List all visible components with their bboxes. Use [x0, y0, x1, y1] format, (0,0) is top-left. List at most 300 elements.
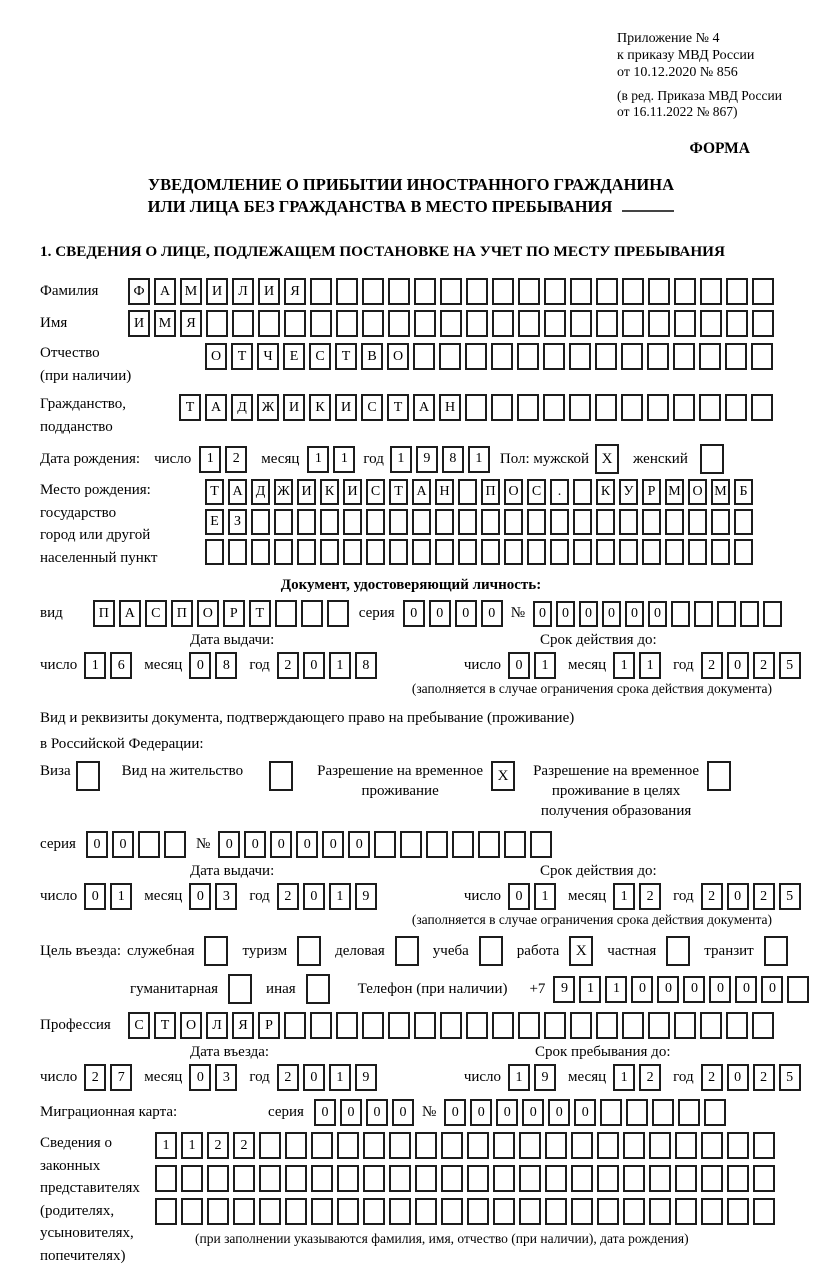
char-box[interactable] — [518, 1012, 540, 1039]
char-box[interactable] — [711, 509, 730, 535]
char-box[interactable] — [435, 539, 454, 565]
char-box[interactable]: 0 — [574, 1099, 596, 1126]
char-box[interactable] — [530, 831, 552, 858]
char-box[interactable] — [389, 539, 408, 565]
char-box[interactable] — [727, 1165, 749, 1192]
char-box[interactable]: С — [128, 1012, 150, 1039]
char-box[interactable] — [164, 831, 186, 858]
char-box[interactable]: В — [361, 343, 383, 370]
char-box[interactable]: 0 — [579, 601, 598, 627]
char-box[interactable] — [363, 1198, 385, 1225]
char-box[interactable] — [481, 539, 500, 565]
char-box[interactable]: 0 — [727, 1064, 749, 1091]
char-box[interactable]: 0 — [761, 976, 783, 1003]
char-box[interactable] — [337, 1132, 359, 1159]
char-box[interactable]: 7 — [110, 1064, 132, 1091]
char-box[interactable]: 1 — [155, 1132, 177, 1159]
char-box[interactable] — [492, 278, 514, 305]
char-box[interactable]: 6 — [110, 652, 132, 679]
char-box[interactable] — [597, 1198, 619, 1225]
char-box[interactable]: 0 — [296, 831, 318, 858]
char-box[interactable] — [752, 278, 774, 305]
char-box[interactable]: 1 — [329, 652, 351, 679]
char-box[interactable] — [155, 1165, 177, 1192]
char-box[interactable] — [458, 479, 477, 505]
char-box[interactable] — [155, 1198, 177, 1225]
char-box[interactable] — [619, 509, 638, 535]
char-box[interactable] — [665, 539, 684, 565]
char-box[interactable] — [311, 1132, 333, 1159]
char-box[interactable] — [642, 509, 661, 535]
char-box[interactable]: 0 — [533, 601, 552, 627]
char-box[interactable]: 1 — [110, 883, 132, 910]
char-box[interactable]: 0 — [522, 1099, 544, 1126]
char-box[interactable]: О — [197, 600, 219, 627]
char-box[interactable] — [206, 310, 228, 337]
char-box[interactable] — [492, 1012, 514, 1039]
char-box[interactable] — [596, 1012, 618, 1039]
char-box[interactable]: Б — [734, 479, 753, 505]
char-box[interactable] — [389, 1165, 411, 1192]
char-box[interactable]: А — [228, 479, 247, 505]
char-box[interactable] — [647, 343, 669, 370]
char-box[interactable]: 9 — [534, 1064, 556, 1091]
char-box[interactable] — [649, 1198, 671, 1225]
char-box[interactable]: 0 — [314, 1099, 336, 1126]
char-box[interactable]: 5 — [779, 883, 801, 910]
char-box[interactable]: О — [387, 343, 409, 370]
char-box[interactable]: 2 — [753, 652, 775, 679]
char-box[interactable] — [441, 1165, 463, 1192]
char-box[interactable] — [649, 1132, 671, 1159]
char-box[interactable] — [311, 1165, 333, 1192]
char-box[interactable]: 1 — [199, 446, 221, 473]
char-box[interactable]: 1 — [579, 976, 601, 1003]
char-box[interactable] — [284, 1012, 306, 1039]
char-box[interactable] — [571, 1198, 593, 1225]
char-box[interactable]: Н — [439, 394, 461, 421]
char-box[interactable] — [570, 278, 592, 305]
char-box[interactable] — [362, 278, 384, 305]
char-box[interactable] — [597, 1132, 619, 1159]
char-box[interactable] — [700, 1012, 722, 1039]
char-box[interactable]: П — [93, 600, 115, 627]
char-box[interactable] — [678, 1099, 700, 1126]
char-box[interactable] — [232, 310, 254, 337]
char-box[interactable] — [207, 1198, 229, 1225]
char-box[interactable] — [415, 1132, 437, 1159]
char-box[interactable] — [311, 1198, 333, 1225]
residence-permit-checkbox[interactable] — [269, 761, 293, 791]
char-box[interactable] — [301, 600, 323, 627]
char-box[interactable]: 0 — [303, 883, 325, 910]
char-box[interactable]: 9 — [416, 446, 438, 473]
char-box[interactable] — [727, 1198, 749, 1225]
char-box[interactable]: Я — [180, 310, 202, 337]
char-box[interactable]: А — [413, 394, 435, 421]
char-box[interactable] — [388, 310, 410, 337]
char-box[interactable]: Ж — [257, 394, 279, 421]
purpose-official-checkbox[interactable] — [204, 936, 228, 966]
char-box[interactable] — [711, 539, 730, 565]
char-box[interactable] — [621, 343, 643, 370]
char-box[interactable] — [467, 1198, 489, 1225]
char-box[interactable] — [597, 1165, 619, 1192]
char-box[interactable] — [284, 310, 306, 337]
char-box[interactable] — [274, 509, 293, 535]
char-box[interactable]: 0 — [112, 831, 134, 858]
char-box[interactable]: 0 — [189, 652, 211, 679]
char-box[interactable]: 0 — [189, 1064, 211, 1091]
char-box[interactable] — [310, 278, 332, 305]
char-box[interactable] — [259, 1198, 281, 1225]
char-box[interactable]: 0 — [625, 601, 644, 627]
char-box[interactable] — [504, 539, 523, 565]
char-box[interactable]: 3 — [215, 1064, 237, 1091]
char-box[interactable] — [389, 509, 408, 535]
char-box[interactable]: Т — [387, 394, 409, 421]
char-box[interactable]: 2 — [639, 883, 661, 910]
char-box[interactable] — [596, 310, 618, 337]
char-box[interactable] — [600, 1099, 622, 1126]
char-box[interactable]: 2 — [277, 883, 299, 910]
char-box[interactable]: С — [527, 479, 546, 505]
char-box[interactable] — [320, 539, 339, 565]
char-box[interactable]: 0 — [648, 601, 667, 627]
char-box[interactable] — [763, 601, 782, 627]
char-box[interactable]: 2 — [207, 1132, 229, 1159]
char-box[interactable]: 1 — [613, 1064, 635, 1091]
char-box[interactable]: А — [412, 479, 431, 505]
char-box[interactable]: 0 — [322, 831, 344, 858]
char-box[interactable]: К — [320, 479, 339, 505]
char-box[interactable] — [259, 1165, 281, 1192]
char-box[interactable] — [752, 310, 774, 337]
char-box[interactable] — [626, 1099, 648, 1126]
char-box[interactable] — [297, 539, 316, 565]
char-box[interactable] — [493, 1198, 515, 1225]
char-box[interactable] — [518, 310, 540, 337]
char-box[interactable] — [518, 278, 540, 305]
char-box[interactable] — [621, 394, 643, 421]
char-box[interactable] — [337, 1198, 359, 1225]
char-box[interactable]: 0 — [86, 831, 108, 858]
char-box[interactable]: Т — [335, 343, 357, 370]
char-box[interactable] — [623, 1198, 645, 1225]
char-box[interactable] — [504, 509, 523, 535]
char-box[interactable] — [596, 278, 618, 305]
char-box[interactable] — [492, 310, 514, 337]
char-box[interactable]: 1 — [534, 883, 556, 910]
char-box[interactable] — [285, 1165, 307, 1192]
char-box[interactable] — [545, 1198, 567, 1225]
char-box[interactable]: А — [205, 394, 227, 421]
char-box[interactable]: 0 — [340, 1099, 362, 1126]
char-box[interactable]: 0 — [631, 976, 653, 1003]
char-box[interactable]: О — [205, 343, 227, 370]
char-box[interactable] — [701, 1132, 723, 1159]
char-box[interactable]: 0 — [392, 1099, 414, 1126]
char-box[interactable]: 5 — [779, 1064, 801, 1091]
char-box[interactable]: И — [297, 479, 316, 505]
char-box[interactable]: 0 — [727, 652, 749, 679]
char-box[interactable] — [701, 1165, 723, 1192]
char-box[interactable] — [466, 310, 488, 337]
char-box[interactable] — [310, 310, 332, 337]
char-box[interactable]: 9 — [553, 976, 575, 1003]
char-box[interactable] — [675, 1198, 697, 1225]
char-box[interactable] — [320, 509, 339, 535]
char-box[interactable] — [452, 831, 474, 858]
char-box[interactable] — [467, 1132, 489, 1159]
char-box[interactable] — [251, 539, 270, 565]
char-box[interactable] — [389, 1198, 411, 1225]
char-box[interactable] — [544, 1012, 566, 1039]
char-box[interactable]: Д — [231, 394, 253, 421]
char-box[interactable]: 5 — [779, 652, 801, 679]
char-box[interactable] — [665, 509, 684, 535]
char-box[interactable]: 0 — [403, 600, 425, 627]
char-box[interactable] — [688, 539, 707, 565]
char-box[interactable]: 2 — [84, 1064, 106, 1091]
char-box[interactable] — [649, 1165, 671, 1192]
char-box[interactable] — [465, 394, 487, 421]
char-box[interactable]: 8 — [442, 446, 464, 473]
char-box[interactable] — [734, 509, 753, 535]
char-box[interactable] — [673, 394, 695, 421]
char-box[interactable] — [465, 343, 487, 370]
char-box[interactable]: С — [366, 479, 385, 505]
char-box[interactable]: 1 — [639, 652, 661, 679]
char-box[interactable]: У — [619, 479, 638, 505]
char-box[interactable]: Я — [284, 278, 306, 305]
char-box[interactable]: А — [154, 278, 176, 305]
char-box[interactable]: З — [228, 509, 247, 535]
char-box[interactable] — [596, 509, 615, 535]
char-box[interactable]: О — [504, 479, 523, 505]
char-box[interactable] — [389, 1132, 411, 1159]
char-box[interactable] — [674, 278, 696, 305]
purpose-tourism-checkbox[interactable] — [297, 936, 321, 966]
char-box[interactable]: Н — [435, 479, 454, 505]
char-box[interactable] — [674, 310, 696, 337]
char-box[interactable] — [527, 509, 546, 535]
char-box[interactable] — [544, 310, 566, 337]
char-box[interactable]: 0 — [218, 831, 240, 858]
char-box[interactable] — [458, 539, 477, 565]
char-box[interactable] — [734, 539, 753, 565]
char-box[interactable]: 0 — [727, 883, 749, 910]
char-box[interactable] — [543, 343, 565, 370]
char-box[interactable]: Р — [258, 1012, 280, 1039]
char-box[interactable] — [647, 394, 669, 421]
char-box[interactable]: И — [206, 278, 228, 305]
char-box[interactable] — [362, 310, 384, 337]
char-box[interactable] — [458, 509, 477, 535]
char-box[interactable] — [327, 600, 349, 627]
char-box[interactable] — [671, 601, 690, 627]
temp-residence-checkbox[interactable]: X — [491, 761, 515, 791]
char-box[interactable]: С — [309, 343, 331, 370]
sex-female-checkbox[interactable] — [700, 444, 724, 474]
char-box[interactable]: М — [711, 479, 730, 505]
char-box[interactable]: 1 — [613, 652, 635, 679]
char-box[interactable]: Я — [232, 1012, 254, 1039]
char-box[interactable] — [343, 509, 362, 535]
char-box[interactable]: 1 — [181, 1132, 203, 1159]
char-box[interactable]: Л — [232, 278, 254, 305]
purpose-other-checkbox[interactable] — [306, 974, 330, 1004]
char-box[interactable]: 2 — [753, 1064, 775, 1091]
char-box[interactable] — [440, 278, 462, 305]
char-box[interactable] — [725, 394, 747, 421]
char-box[interactable]: 0 — [455, 600, 477, 627]
char-box[interactable]: 2 — [701, 652, 723, 679]
char-box[interactable]: И — [283, 394, 305, 421]
char-box[interactable] — [648, 1012, 670, 1039]
char-box[interactable]: 2 — [753, 883, 775, 910]
char-box[interactable]: 8 — [215, 652, 237, 679]
char-box[interactable] — [701, 1198, 723, 1225]
char-box[interactable] — [753, 1165, 775, 1192]
char-box[interactable] — [388, 278, 410, 305]
char-box[interactable] — [717, 601, 736, 627]
char-box[interactable] — [441, 1132, 463, 1159]
char-box[interactable]: И — [128, 310, 150, 337]
char-box[interactable]: 0 — [709, 976, 731, 1003]
char-box[interactable]: 0 — [84, 883, 106, 910]
char-box[interactable] — [233, 1165, 255, 1192]
char-box[interactable] — [467, 1165, 489, 1192]
char-box[interactable] — [550, 509, 569, 535]
char-box[interactable] — [336, 310, 358, 337]
char-box[interactable]: 0 — [244, 831, 266, 858]
char-box[interactable]: М — [665, 479, 684, 505]
char-box[interactable]: П — [481, 479, 500, 505]
char-box[interactable]: 2 — [225, 446, 247, 473]
char-box[interactable]: 1 — [508, 1064, 530, 1091]
char-box[interactable]: 2 — [233, 1132, 255, 1159]
char-box[interactable]: С — [145, 600, 167, 627]
char-box[interactable] — [440, 1012, 462, 1039]
char-box[interactable] — [233, 1198, 255, 1225]
char-box[interactable]: 1 — [468, 446, 490, 473]
char-box[interactable]: И — [335, 394, 357, 421]
char-box[interactable]: Ф — [128, 278, 150, 305]
sex-male-checkbox[interactable]: X — [595, 444, 619, 474]
char-box[interactable]: 1 — [333, 446, 355, 473]
purpose-transit-checkbox[interactable] — [764, 936, 788, 966]
char-box[interactable]: Л — [206, 1012, 228, 1039]
char-box[interactable] — [700, 278, 722, 305]
char-box[interactable] — [673, 343, 695, 370]
visa-checkbox[interactable] — [76, 761, 100, 791]
char-box[interactable] — [726, 278, 748, 305]
char-box[interactable]: 0 — [735, 976, 757, 1003]
char-box[interactable]: К — [309, 394, 331, 421]
char-box[interactable]: 0 — [303, 652, 325, 679]
char-box[interactable] — [259, 1132, 281, 1159]
char-box[interactable] — [569, 343, 591, 370]
char-box[interactable]: К — [596, 479, 615, 505]
char-box[interactable] — [478, 831, 500, 858]
char-box[interactable] — [519, 1165, 541, 1192]
char-box[interactable]: 0 — [444, 1099, 466, 1126]
char-box[interactable] — [569, 394, 591, 421]
char-box[interactable] — [517, 394, 539, 421]
char-box[interactable] — [648, 310, 670, 337]
char-box[interactable] — [363, 1132, 385, 1159]
char-box[interactable] — [337, 1165, 359, 1192]
char-box[interactable] — [675, 1165, 697, 1192]
purpose-private-checkbox[interactable] — [666, 936, 690, 966]
purpose-business-checkbox[interactable] — [395, 936, 419, 966]
char-box[interactable]: Т — [249, 600, 271, 627]
char-box[interactable] — [623, 1165, 645, 1192]
char-box[interactable]: 1 — [390, 446, 412, 473]
char-box[interactable] — [573, 539, 592, 565]
char-box[interactable] — [466, 1012, 488, 1039]
char-box[interactable] — [366, 539, 385, 565]
char-box[interactable]: Т — [389, 479, 408, 505]
char-box[interactable]: М — [154, 310, 176, 337]
char-box[interactable]: 0 — [556, 601, 575, 627]
char-box[interactable]: Д — [251, 479, 270, 505]
char-box[interactable] — [595, 394, 617, 421]
char-box[interactable] — [545, 1132, 567, 1159]
char-box[interactable]: Т — [179, 394, 201, 421]
char-box[interactable] — [466, 278, 488, 305]
char-box[interactable]: 0 — [602, 601, 621, 627]
char-box[interactable] — [694, 601, 713, 627]
char-box[interactable]: Ж — [274, 479, 293, 505]
char-box[interactable] — [527, 539, 546, 565]
char-box[interactable] — [439, 343, 461, 370]
char-box[interactable] — [412, 509, 431, 535]
char-box[interactable]: 0 — [303, 1064, 325, 1091]
char-box[interactable]: 2 — [701, 1064, 723, 1091]
char-box[interactable] — [414, 278, 436, 305]
char-box[interactable]: Т — [205, 479, 224, 505]
char-box[interactable] — [727, 1132, 749, 1159]
char-box[interactable] — [652, 1099, 674, 1126]
char-box[interactable]: А — [119, 600, 141, 627]
char-box[interactable] — [753, 1198, 775, 1225]
char-box[interactable] — [258, 310, 280, 337]
char-box[interactable] — [573, 479, 592, 505]
char-box[interactable] — [573, 509, 592, 535]
char-box[interactable]: 0 — [508, 652, 530, 679]
char-box[interactable] — [740, 601, 759, 627]
char-box[interactable] — [297, 509, 316, 535]
char-box[interactable]: 1 — [329, 883, 351, 910]
char-box[interactable]: П — [171, 600, 193, 627]
char-box[interactable]: 0 — [508, 883, 530, 910]
char-box[interactable] — [491, 343, 513, 370]
char-box[interactable]: 0 — [470, 1099, 492, 1126]
char-box[interactable] — [274, 539, 293, 565]
char-box[interactable] — [544, 278, 566, 305]
char-box[interactable] — [519, 1198, 541, 1225]
char-box[interactable] — [596, 539, 615, 565]
char-box[interactable] — [752, 1012, 774, 1039]
char-box[interactable] — [622, 1012, 644, 1039]
char-box[interactable] — [415, 1165, 437, 1192]
char-box[interactable] — [570, 1012, 592, 1039]
char-box[interactable] — [622, 278, 644, 305]
char-box[interactable] — [504, 831, 526, 858]
char-box[interactable]: 8 — [355, 652, 377, 679]
